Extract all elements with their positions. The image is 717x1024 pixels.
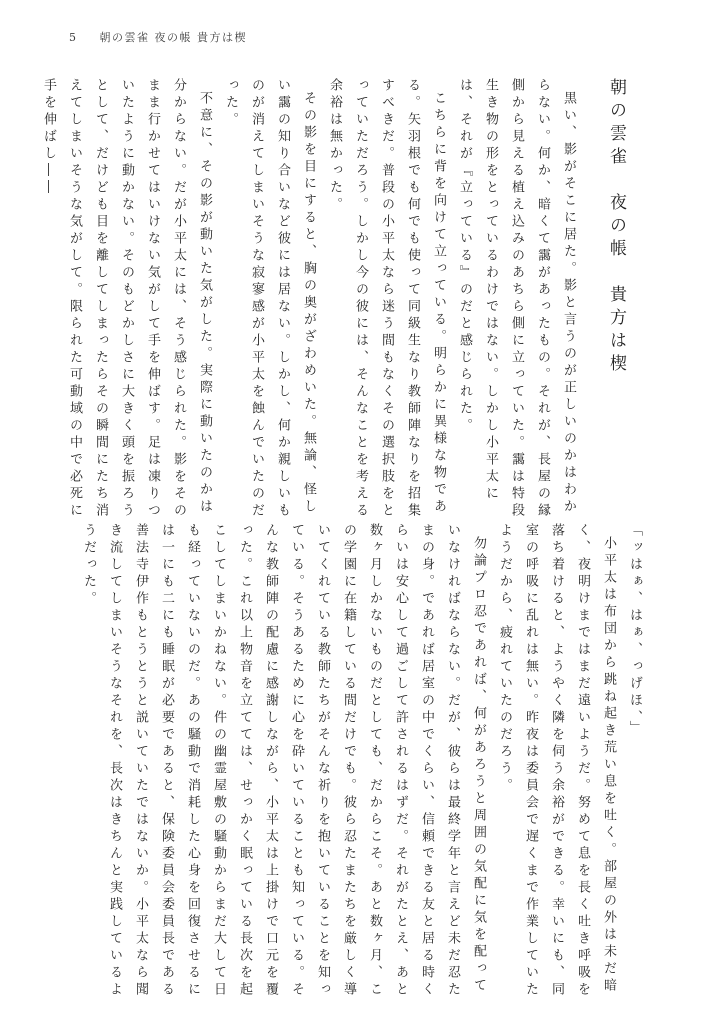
- paragraph: 勿論プロ忍であれば、何があろうと周囲の気配に気を配っていなければならない。だが、彼らは最終学年と言えど未だ忍たまの身。であれば居室の中でくらい、信頼できる友と居る時くらいは安心して過ごして許されるはずだ。それがたとえ、あと数ヶ月しかないものだとしても、だからこそ。あと数ヶ月、この学園に在籍している間だけでも。彼ら忍たまたちを厳しく導いてくれている教師たちがそんな祈りを抱いていることを知っている。そうあるために心を砕いていることも知っている。そんな教師陣の配慮に感謝しながら、小平太は上掛けで口元を覆った。これ以上物音を立てては、せっかく眠っている長次を起こしてしまいかねない。件の幽霊屋敷の騒動からまだ大して日も経っていないのだ。あの騒動で消耗した心身を回復させるには一にも二にも睡眠が必要であると、保険委員会委員長である善法寺伊作もとうとうと説いていたではないか。小平太なら聞き流してしまいそうなそれを、長次はきちんと実践しているようだった。: [81, 523, 486, 999]
- paragraph: こちらに背を向けて立っている。明らかに異様な物である。矢羽根でも何でも使って同級生なり教師陣なりを招集すべきだ。普段の小平太なら迷う間もなくその選択肢をとっていただろう。しかし今の彼には、そんなことを考える余裕は無かった。: [327, 78, 446, 520]
- running-title: 朝の雲雀 夜の帳 貴方は楔: [99, 31, 247, 44]
- paragraph: その影を目にすると、胸の奥がざわめいた。無論、怪しい靄の知り合いなど彼には居ない。しかし、何か親しいものが消えてしまいそうな寂寥感が小平太を蝕んでいたのだった。: [223, 78, 316, 520]
- page-header: [69, 29, 247, 45]
- paragraph: 黒い、影がそこに居た。影と言うのが正しいのかはわからない。何か、暗くて靄があったもの。それが、長屋の縁側から見える植え込みのあちら側に立っていた。靄は特段生き物の形をとっているわけではない。しかし小平太には、それが『立っている』のだと感じられた。: [457, 78, 576, 520]
- page-number: 5: [69, 31, 78, 44]
- story-title: 朝の雲雀 夜の帳 貴方は楔: [606, 78, 626, 377]
- paragraph: 小平太は布団から跳ね起き荒い息を吐く。部屋の外は未だ暗く、夜明けまではまだ遠いようだ。努めて息を長く吐き呼吸を落ち着けると、ようやく隣を伺う余裕ができる。幸いにも、同室の呼吸に乱れは無い。昨夜は委員会で遅くまで作業していたようだから、疲れていたのだろう。: [497, 523, 616, 999]
- section-waking-scene: [65, 523, 647, 1001]
- paragraph: 不意に、その影が動いた気がした。実際に動いたのかは分からない。だが小平太には、そう感じられた。影をそのまま行かせてはいけない気がして手を伸ばす。足は凍りついたように動かない。そのもどかしさに大きく頭を振ろうとして、だけども目を離してしまったらその瞬間にたち消えてしまいそうな気がして。限られた可動域の中で必死に手を伸ばし――: [41, 78, 212, 520]
- dialogue-line: 「ッはぁ、はぁ、っげほ、」: [627, 523, 642, 738]
- section-opening-scene: [41, 78, 631, 530]
